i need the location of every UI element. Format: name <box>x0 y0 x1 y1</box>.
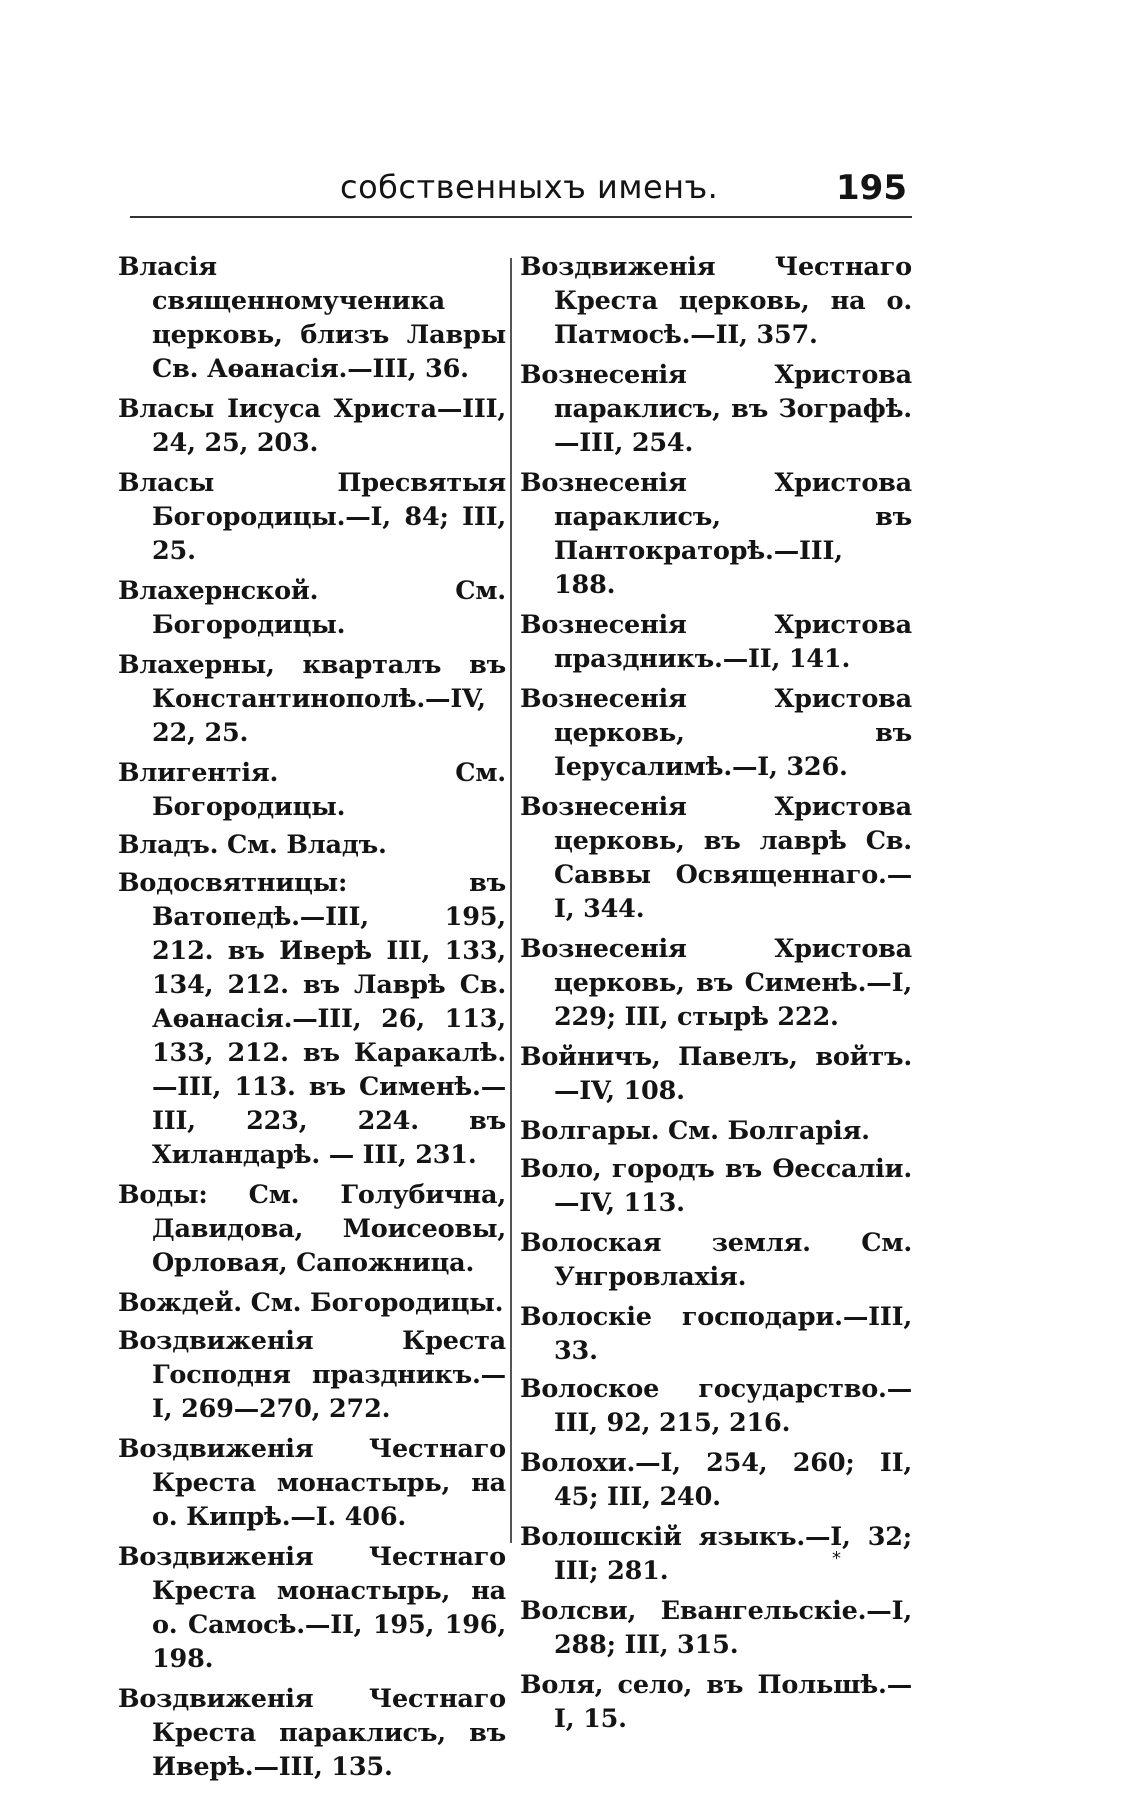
header-rule <box>130 216 912 218</box>
index-entry: Вознесенія Христова церковь, въ лаврѣ Св. Саввы Освященнаго.—I, 344. <box>520 792 912 924</box>
index-entry: Волоская земля. См. Унгровлахія. <box>520 1228 912 1292</box>
index-entry: Воздвиженія Честнаго Креста параклисъ, въ Иверѣ.—III, 135. <box>118 1684 506 1782</box>
index-entry: Влахерны, кварталъ въ Константинополѣ.—IV, 22, 25. <box>118 650 506 748</box>
running-title: собственныхъ именъ. <box>340 168 719 206</box>
column-divider <box>510 258 512 1543</box>
index-entry: Водосвятницы: въ Ватопедѣ.—III, 195, 212. въ Иверѣ III, 133, 134, 212. въ Лаврѣ Св. Аѳанасія.—III, 26, 113, 133, 212. въ Каракалѣ.—III, 113. въ Сименѣ.—III, 223, 224. въ Хиландарѣ. — III, 231. <box>118 868 506 1170</box>
index-entry: Вознесенія Христова параклисъ, въ Пантократорѣ.—III, 188. <box>520 468 912 600</box>
index-entry: Вознесенія Христова праздникъ.—II, 141. <box>520 610 912 674</box>
index-entry: Власы Іисуса Христа—III, 24, 25, 203. <box>118 394 506 458</box>
index-entry: Воздвиженія Креста Господня праздникъ.—I, 269—270, 272. <box>118 1326 506 1424</box>
index-entry: Волсви, Евангельскіе.—I, 288; III, 315. <box>520 1596 912 1660</box>
index-entry: Воло, городъ въ Ѳессаліи.—IV, 113. <box>520 1154 912 1218</box>
index-entry: Волоскіе господари.—III, 33. <box>520 1302 912 1366</box>
index-entry: Войничъ, Павелъ, войтъ.—IV, 108. <box>520 1042 912 1106</box>
index-entry: Влахернской. См. Богородицы. <box>118 576 506 640</box>
index-entry: Вождей. См. Богородицы. <box>118 1288 504 1318</box>
index-entry: Волоское государство.—III, 92, 215, 216. <box>520 1374 912 1438</box>
index-entry: Воля, село, въ Польшѣ.—I, 15. <box>520 1670 912 1734</box>
index-entry: Волгары. См. Болгарія. <box>520 1116 870 1146</box>
index-entry: Воздвиженія Честнаго Креста монастырь, на о. Самосѣ.—II, 195, 196, 198. <box>118 1542 506 1674</box>
right-column <box>520 250 912 1742</box>
index-entry: Воздвиженія Честнаго Креста церковь, на о. Патмосѣ.—II, 357. <box>520 252 912 350</box>
asterisk-mark: * <box>832 1548 841 1569</box>
index-entry: Вознесенія Христова параклисъ, въ Зографѣ.—III, 254. <box>520 360 912 458</box>
index-entry: Власы Пресвятыя Богородицы.—I, 84; III, 25. <box>118 468 506 566</box>
index-entry: Влигентія. См. Богородицы. <box>118 758 506 822</box>
page-number: 195 <box>836 168 907 208</box>
index-entry: Владъ. См. Владъ. <box>118 830 387 860</box>
index-entry: Волошскій языкъ.—I, 32; III; 281. <box>520 1522 912 1586</box>
index-entry: Вознесенія Христова церковь, въ Сименѣ.—I, 229; III, стырѣ 222. <box>520 934 912 1032</box>
index-entry: Вознесенія Христова церковь, въ Іерусалимѣ.—I, 326. <box>520 684 912 782</box>
left-column <box>118 250 506 1790</box>
index-entry: Волохи.—I, 254, 260; II, 45; III, 240. <box>520 1448 912 1512</box>
index-entry: Воздвиженія Честнаго Креста монастырь, на о. Кипрѣ.—I. 406. <box>118 1434 506 1532</box>
index-entry: Воды: См. Голубична, Давидова, Моисеовы, Орловая, Сапожница. <box>118 1180 506 1278</box>
index-entry: Власія священномученика церковь, близъ Лавры Св. Аѳанасія.—III, 36. <box>118 252 506 384</box>
